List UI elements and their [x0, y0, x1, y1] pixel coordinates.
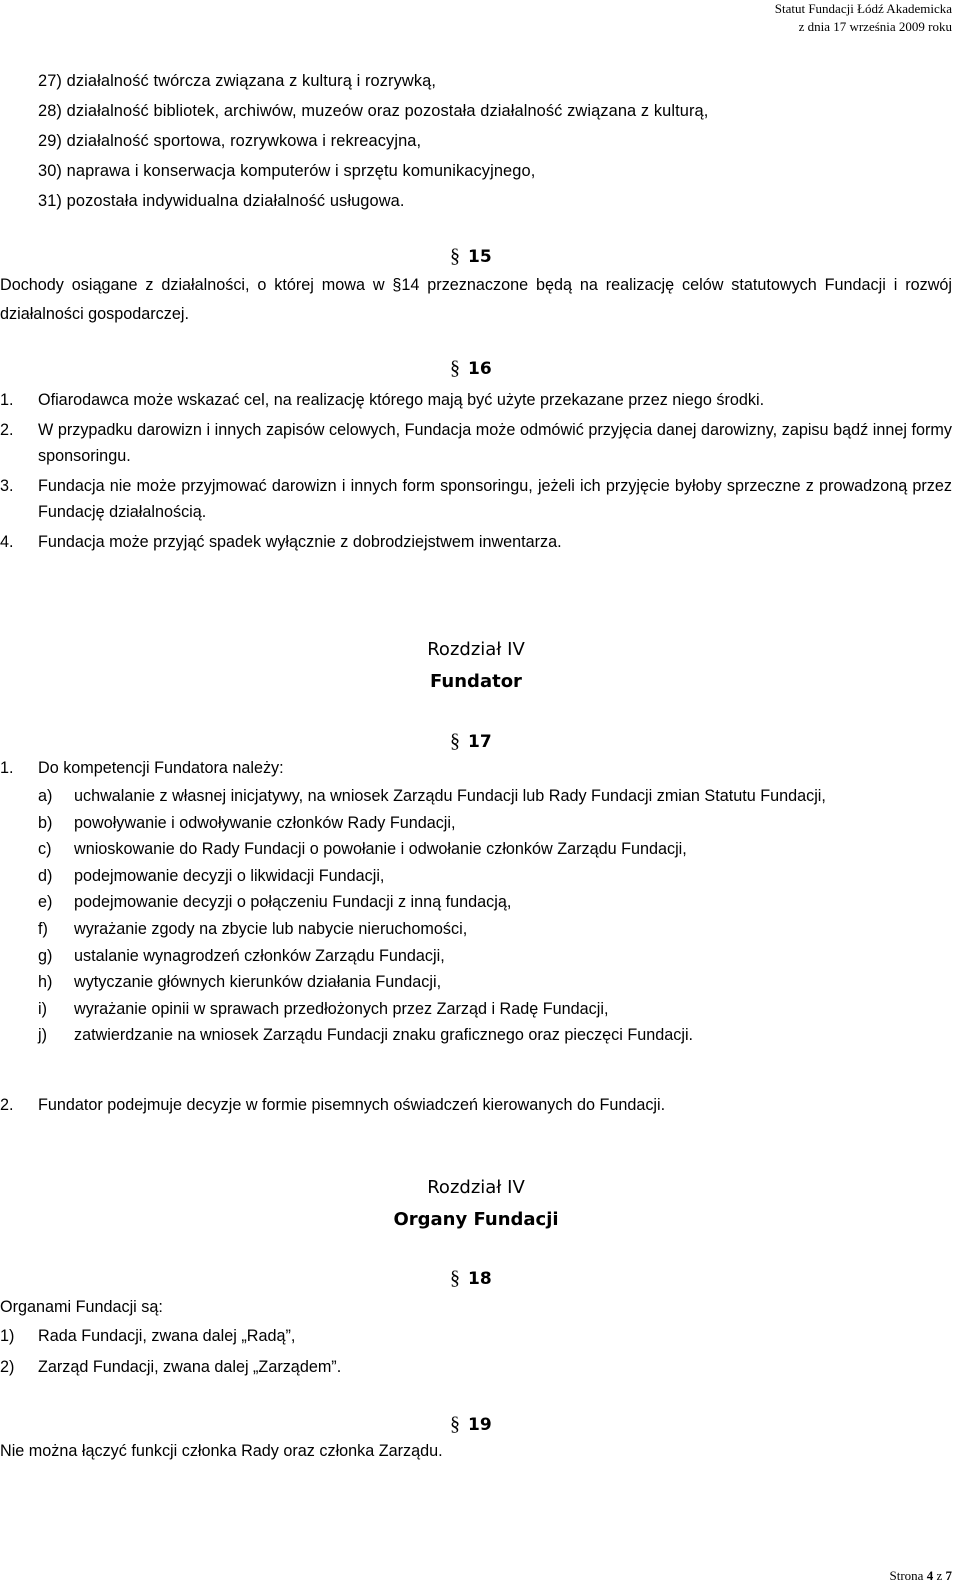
list-item [0, 473, 952, 525]
item-number: 4. [0, 533, 14, 551]
page-label: Strona [889, 1568, 924, 1583]
section-18-intro: Organami Fundacji są: [0, 1298, 163, 1316]
item-text: Rada Fundacji, zwana dalej „Radą”, [38, 1327, 296, 1345]
list-item [0, 1352, 341, 1383]
list-item: 30) naprawa i konserwacja komputerów i sprzętu komunikacyjnego, [38, 162, 536, 180]
item-letter: d) [38, 866, 53, 885]
item-text: powoływanie i odwoływanie członków Rady Fundacji, [74, 813, 456, 832]
item-text: uchwalanie z własnej inicjatywy, na wniosek Zarządu Fundacji lub Rady Fundacji zmian Statutu Fundacji, [74, 787, 826, 805]
list-item: 28) działalność bibliotek, archiwów, muzeów oraz pozostała działalność związana z kulturą, [38, 102, 709, 120]
item-text: ustalanie wynagrodzeń członków Zarządu Fundacji, [74, 946, 445, 965]
item-number: 2. [0, 421, 14, 439]
item-letter: f) [38, 919, 48, 938]
item-text: W przypadku darowizn i innych zapisów celowych, Fundacja może odmówić przyjęcia danej darowizny, zapisu bądź innej formy sponsoringu. [38, 421, 952, 465]
section-symbol: § [450, 245, 460, 267]
item-number: 1. [0, 759, 14, 777]
item-number: 2) [0, 1358, 15, 1376]
section-19-heading [450, 1412, 492, 1437]
section-symbol: § [450, 730, 460, 752]
item-text: wytyczanie głównych kierunków działania Fundacji, [74, 973, 442, 992]
item-letter: h) [38, 973, 53, 992]
item-number: 1. [0, 391, 14, 409]
section-15-heading [450, 244, 492, 269]
item-letter: b) [38, 813, 53, 832]
list-item [38, 916, 952, 943]
item-text: podejmowanie decyzji o likwidacji Fundacji, [74, 866, 385, 885]
section-15-text: Dochody osiągane z działalności, o której mowa w §14 przeznaczone będą na realizację celów statutowych Fundacji i rozwój działalności gospodarczej. [0, 276, 952, 323]
list-item [38, 810, 952, 837]
list-item: 31) pozostała indywidualna działalność usługowa. [38, 192, 405, 210]
list-item [0, 417, 952, 469]
section-number: 18 [468, 1269, 492, 1289]
list-item [0, 529, 952, 555]
list-item [38, 863, 952, 890]
list-item: 29) działalność sportowa, rozrywkowa i rekreacyjna, [38, 132, 422, 150]
section-17-heading [450, 729, 492, 754]
item-text: wnioskowanie do Rady Fundacji o powołanie i odwołanie członków Zarządu Fundacji, [74, 840, 687, 859]
section-number: 15 [468, 247, 492, 267]
section-symbol: § [450, 357, 460, 379]
page-of: z [936, 1568, 943, 1583]
chapter-fundator-heading [0, 634, 952, 698]
item-letter: i) [38, 999, 47, 1018]
section-number: 16 [468, 359, 492, 379]
list-item: 27) działalność twórcza związana z kulturą i rozrywką, [38, 72, 437, 90]
page-header [775, 0, 952, 36]
list-item [38, 783, 952, 810]
list-item [38, 996, 952, 1023]
item-text: Do kompetencji Fundatora należy: [38, 759, 284, 777]
chapter-title: Organy Fundacji [393, 1209, 559, 1230]
item-text: zatwierdzanie na wniosek Zarządu Fundacji znaku graficznego oraz pieczęci Fundacji. [74, 1026, 694, 1045]
page-number: 4 [926, 1568, 934, 1583]
list-item [38, 969, 952, 996]
page-footer [890, 1568, 952, 1584]
chapter-number: Rozdział IV [427, 639, 525, 660]
item-letter: j) [38, 1026, 47, 1045]
list-item [38, 836, 952, 863]
page-total: 7 [945, 1568, 952, 1583]
header-title: Statut Fundacji Łódź Akademicka [774, 1, 952, 16]
list-item [0, 387, 952, 413]
fundator-competences-list [38, 783, 952, 1049]
list-item [38, 1022, 952, 1049]
section-number: 17 [468, 732, 492, 752]
item-text: Fundacja nie może przyjmować darowizn i innych form sponsoringu, jeżeli ich przyjęcie byłoby sprzeczne z prowadzoną przez Fundację działalnością. [38, 477, 952, 521]
organs-list [0, 1321, 341, 1383]
section-17-item-2 [0, 1091, 665, 1119]
header-date: z dnia 17 września 2009 roku [798, 19, 952, 34]
chapter-organy-heading [0, 1172, 952, 1236]
item-letter: g) [38, 946, 53, 965]
list-item [0, 1321, 341, 1352]
item-letter: e) [38, 893, 53, 912]
list-item [38, 943, 952, 970]
section-18-heading [450, 1266, 492, 1291]
item-number: 3. [0, 477, 14, 495]
activities-list [38, 66, 708, 216]
item-text: Fundacja może przyjąć spadek wyłącznie z dobrodziejstwem inwentarza. [38, 533, 562, 551]
section-symbol: § [450, 1267, 460, 1289]
section-number: 19 [468, 1415, 492, 1435]
list-item [38, 889, 952, 916]
section-19-text: Nie można łączyć funkcji członka Rady oraz członka Zarządu. [0, 1442, 443, 1460]
item-text: Ofiarodawca może wskazać cel, na realizację którego mają być użyte przekazane przez niego środki. [38, 391, 765, 409]
chapter-title: Fundator [430, 671, 522, 692]
item-number: 1) [0, 1327, 15, 1345]
item-letter: c) [38, 840, 52, 859]
section-16-heading [450, 356, 492, 381]
section-17-item-1 [0, 754, 284, 782]
chapter-number: Rozdział IV [427, 1177, 525, 1198]
item-text: wyrażanie zgody na zbycie lub nabycie nieruchomości, [74, 919, 468, 938]
item-text: wyrażanie opinii w sprawach przedłożonych przez Zarząd i Radę Fundacji, [74, 999, 609, 1018]
item-number: 2. [0, 1096, 14, 1114]
item-text: Fundator podejmuje decyzje w formie pisemnych oświadczeń kierowanych do Fundacji. [38, 1096, 666, 1114]
item-text: podejmowanie decyzji o połączeniu Fundacji z inną fundacją, [74, 893, 512, 912]
section-16-list [0, 387, 952, 555]
item-text: Zarząd Fundacji, zwana dalej „Zarządem”. [38, 1358, 342, 1376]
item-letter: a) [38, 787, 53, 805]
section-symbol: § [450, 1413, 460, 1435]
